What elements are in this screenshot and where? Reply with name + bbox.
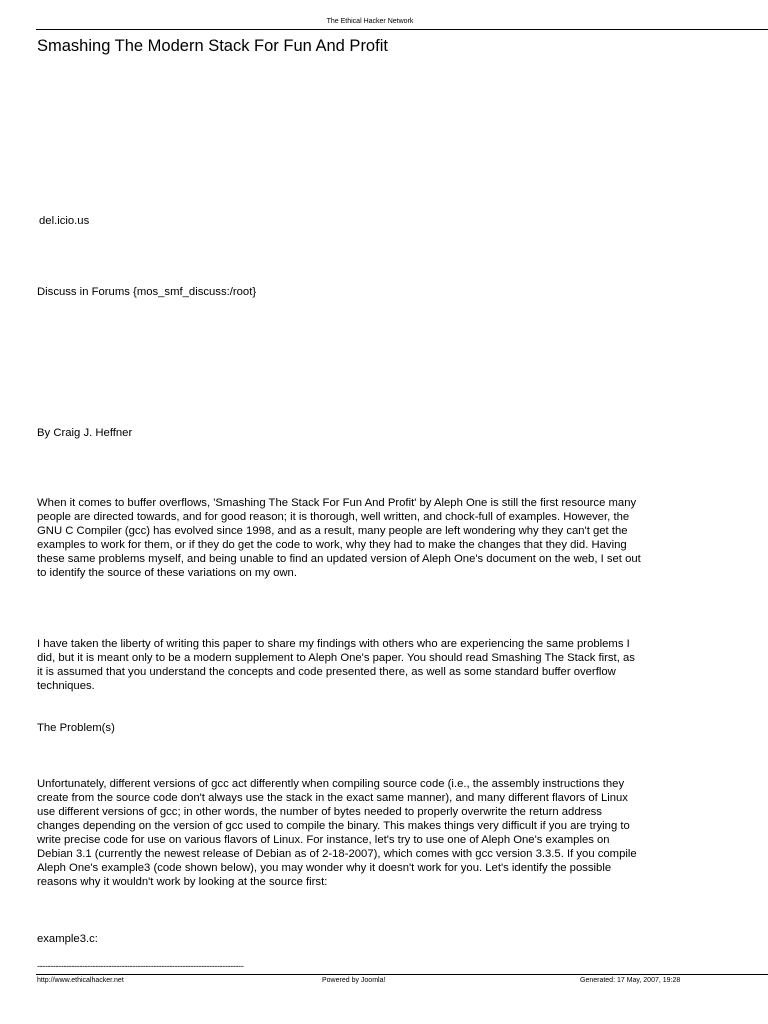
paragraph-line: GNU C Compiler (gcc) has evolved since 1998, and as a result, many people are left wondering why they can't get the [37, 525, 628, 537]
section-heading-problems: The Problem(s) [37, 722, 115, 734]
header-divider [36, 29, 768, 30]
paragraph-line: changes depending on the version of gcc used to compile the binary. This makes things very difficult if you are trying to [37, 820, 630, 832]
paragraph-line: to identify the source of these variations on my own. [37, 567, 297, 579]
discuss-in-forums-link[interactable]: Discuss in Forums {mos_smf_discuss:/root} [37, 286, 257, 298]
paragraph-line: When it comes to buffer overflows, 'Smashing The Stack For Fun And Profit' by Aleph One is still the first resource many [37, 497, 637, 509]
footer-site-url-link[interactable]: http://www.ethicalhacker.net [37, 977, 124, 984]
paragraph-line: these same problems myself, and being unable to find an updated version of Aleph One's document on the web, I set out [37, 553, 641, 565]
paragraph-line: create from the source code don't always use the stack in the exact same manner), and many different flavors of Linux [37, 792, 628, 804]
paragraph-line: I have taken the liberty of writing this paper to share my findings with others who are experiencing the same problems I [37, 638, 630, 650]
code-separator: ------------------------------------------------------------------------------ [37, 961, 244, 971]
liberty-paragraph [37, 637, 737, 693]
intro-paragraph [37, 496, 737, 580]
footer-generated-date: Generated: 17 May, 2007, 19:28 [580, 977, 681, 984]
paragraph-line: it is assumed that you understand the concepts and code presented there, as well as some standard buffer overflow [37, 666, 616, 678]
article-byline: By Craig J. Heffner [37, 427, 133, 439]
article-title: Smashing The Modern Stack For Fun And Profit [37, 37, 388, 55]
problem-paragraph [37, 777, 737, 889]
paragraph-line: Debian 3.1 (currently the newest release of Debian as of 2-18-2007), which comes with gcc version 3.3.5. If you compile [37, 848, 637, 860]
paragraph-line: techniques. [37, 680, 95, 692]
footer-powered-by: Powered by Joomla! [322, 977, 386, 984]
paragraph-line: did, but it is meant only to be a modern supplement to Aleph One's paper. You should read Smashing The Stack first, as [37, 652, 635, 664]
paragraph-line: write precise code for use on various flavors of Linux. For instance, let's try to use one of Aleph One's examples on [37, 834, 610, 846]
footer-divider [36, 974, 768, 975]
delicious-link[interactable]: del.icio.us [39, 215, 90, 227]
paragraph-line: examples to work for them, or if they do get the code to work, why they had to make the changes that they did. Having [37, 539, 627, 551]
header-site-name: The Ethical Hacker Network [326, 18, 414, 25]
paragraph-line: use different versions of gcc; in other words, the number of bytes needed to properly overwrite the return address [37, 806, 602, 818]
paragraph-line: people are directed towards, and for good reason; it is thorough, well written, and chock-full of examples. However, the [37, 511, 630, 523]
paragraph-line: Aleph One's example3 (code shown below), you may wonder why it doesn't work for you. Let's identify the possible [37, 862, 612, 874]
paragraph-line: Unfortunately, different versions of gcc act differently when compiling source code (i.e., the assembly instructions they [37, 778, 625, 790]
example-filename-label: example3.c: [37, 933, 98, 945]
paragraph-line: reasons why it wouldn't work by looking at the source first: [37, 876, 328, 888]
